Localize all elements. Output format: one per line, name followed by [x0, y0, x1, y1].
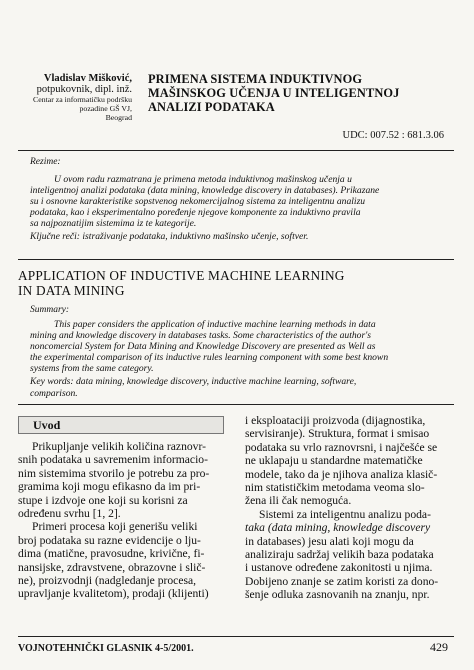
- rezime-line: sa najpoznatijim sistemima iz te kategorije.: [30, 218, 197, 230]
- body-line: taka (data mining, knowledge discovery: [245, 521, 431, 535]
- body-line: Dobijeno znanje se zatim koristi za dono-: [245, 574, 439, 588]
- body-line: šenje odluka zasnovanih na znanju, npr.: [245, 588, 430, 602]
- summary-keywords-line: comparison.: [30, 387, 78, 399]
- summary-label: Summary:: [30, 305, 70, 315]
- body-line: podataka su vrlo raznovrsni, i najčešće se: [245, 440, 438, 454]
- journal-name: VOJNOTEHNIČKI GLASNIK 4-5/2001.: [18, 643, 194, 654]
- summary-text: [30, 319, 454, 399]
- title-line: ANALIZI PODATAKA: [148, 100, 275, 114]
- body-line: Primeri procesa koji generišu veliki: [32, 520, 198, 534]
- body-line: nim sistemima stvorilo je potrebu za pro-: [18, 466, 210, 480]
- page-number: 429: [430, 640, 448, 654]
- rezime-line: podataka, kao i eksperimentalno poređenje njegove komponente za induktivno pravila: [30, 207, 361, 219]
- left-column: [18, 440, 224, 601]
- body-line: in databases) jesu alati koji mogu da: [245, 534, 414, 548]
- body-line: snih podataka u savremenim informacio-: [18, 453, 208, 467]
- body-line: modele, tako da je njihova analiza klasič-: [245, 467, 438, 481]
- body-line: nansijske, zdravstvene, obrazovne i slič-: [18, 560, 206, 574]
- rezime-text: [30, 174, 454, 243]
- summary-line: systems from the same category.: [30, 363, 154, 375]
- footer-divider: [18, 636, 454, 637]
- body-line: Prikupljanje velikih količina raznovr-: [32, 440, 206, 453]
- body-line: određenu svrhu [1, 2].: [18, 507, 121, 521]
- body-line: broj podataka su razne evidencije o lju-: [18, 533, 201, 547]
- author-affiliation-2: pozadine GŠ VJ,: [79, 104, 132, 113]
- rezime-line: su i osnovne karakteristike sopstvenog nekomercijalnog sistema za inteligentnu analizu: [30, 196, 366, 208]
- body-line: stupe i izdvoje one koji su korisni za: [18, 493, 188, 507]
- section-heading: Uvod: [18, 416, 224, 434]
- title-line: MAŠINSKOG UČENJA U INTELIGENTNOJ: [148, 86, 400, 100]
- rezime-line: inteligentnoj analizi podataka (data mining, knowledge discovery in databases). Prikazane: [30, 185, 380, 197]
- rezime-line: U ovom radu razmatrana je primena metoda induktivnog mašinskog učenja u: [54, 174, 352, 185]
- title-line: PRIMENA SISTEMA INDUKTIVNOG: [148, 72, 363, 86]
- summary-line: mining and knowledge discovery in databases tasks. Some characteristics of the author's: [30, 330, 371, 342]
- english-title-line: APPLICATION OF INDUCTIVE MACHINE LEARNING: [18, 268, 345, 283]
- author-affiliation-1: Centar za informatičku podršku: [33, 95, 132, 104]
- body-line: nim statističkim metodama veoma slo-: [245, 481, 425, 495]
- paper-title: [148, 72, 448, 114]
- author-block: [20, 73, 132, 122]
- english-title-line: IN DATA MINING: [18, 283, 125, 298]
- body-line: dima (matične, pravosudne, krivične, fi-: [18, 547, 205, 561]
- body-line: ne uklapaju u standardne matematičke: [245, 454, 423, 468]
- author-position: potpukovnik, dipl. inž.: [36, 84, 132, 95]
- rezime-keywords: Ključne reči: istraživanje podataka, induktivno mašinsko učenje, softver.: [30, 231, 309, 243]
- body-line: analiziraju sadržaj velikih baza podataka: [245, 548, 434, 562]
- divider: [18, 150, 454, 151]
- summary-keywords-line: Key words: data mining, knowledge discovery, inductive machine learning, software,: [30, 376, 357, 388]
- udc-code: UDC: 007.52 : 681.3.06: [342, 130, 444, 141]
- author-name: Vladislav Mišković,: [43, 73, 132, 84]
- body-line: žena ili čak nemoguća.: [245, 494, 352, 508]
- english-title: [18, 268, 418, 298]
- divider: [18, 404, 454, 405]
- divider: [18, 259, 454, 260]
- body-line: ne), proizvodnji (nadgledanje procesa,: [18, 574, 197, 588]
- summary-line: the experimental comparison of its inductive rules learning component with some best known: [30, 352, 389, 364]
- body-line: upravljanje kvalitetom), prodaji (klijenti): [18, 587, 209, 601]
- summary-line: noncomercial System for Data Mining and Knowledge Discovery are presented as Well as: [30, 341, 376, 353]
- summary-line: This paper considers the application of inductive machine learning methods in data: [54, 319, 376, 330]
- body-line: Sistemi za inteligentnu analizu poda-: [259, 507, 431, 521]
- body-line: i eksploataciji proizvoda (dijagnostika,: [245, 414, 426, 427]
- author-city: Beograd: [105, 113, 132, 122]
- body-line: servisiranje). Struktura, format i smisao: [245, 427, 430, 441]
- body-line: i ustanove određene zakonitosti u njima.: [245, 561, 433, 575]
- rezime-label: Rezime:: [30, 157, 61, 167]
- body-line: gramima koji mogu efikasno da im pri-: [18, 480, 201, 494]
- right-column: [245, 414, 449, 602]
